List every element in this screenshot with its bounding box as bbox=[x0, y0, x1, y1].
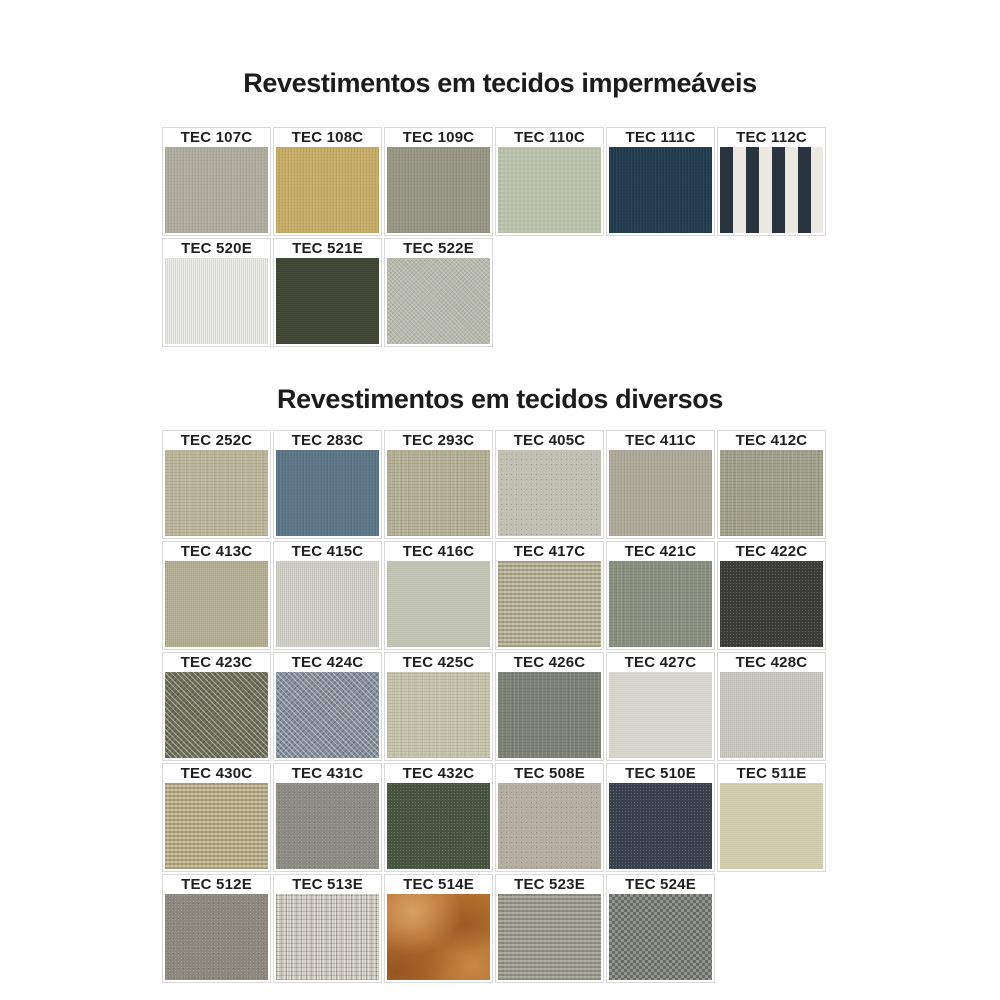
fabric-swatch bbox=[720, 561, 823, 647]
fabric-swatch bbox=[387, 561, 490, 647]
fabric-swatch bbox=[498, 561, 601, 647]
swatch-cell bbox=[162, 127, 271, 236]
swatch-code-label: TEC 112C bbox=[736, 129, 807, 146]
fabric-swatch bbox=[387, 783, 490, 869]
swatch-code-label: TEC 111C bbox=[625, 129, 696, 146]
fabric-swatch bbox=[276, 894, 379, 980]
fabric-swatch bbox=[609, 783, 712, 869]
swatch-cell bbox=[717, 127, 826, 236]
swatch-cell bbox=[162, 238, 271, 347]
swatch-cell bbox=[606, 763, 715, 872]
swatch-code-label: TEC 524E bbox=[625, 876, 696, 893]
swatch-grid-diversos bbox=[162, 430, 826, 983]
swatch-code-label: TEC 422C bbox=[735, 543, 808, 560]
swatch-code-label: TEC 424C bbox=[291, 654, 364, 671]
swatch-cell bbox=[384, 541, 493, 650]
swatch-cell bbox=[162, 763, 271, 872]
fabric-swatch bbox=[165, 450, 268, 536]
swatch-code-label: TEC 514E bbox=[403, 876, 474, 893]
fabric-swatch bbox=[165, 672, 268, 758]
swatch-code-label: TEC 427C bbox=[624, 654, 697, 671]
swatch-cell bbox=[717, 652, 826, 761]
swatch-code-label: TEC 107C bbox=[180, 129, 253, 146]
swatch-code-label: TEC 513E bbox=[292, 876, 363, 893]
swatch-cell bbox=[273, 874, 382, 983]
swatch-code-label: TEC 421C bbox=[624, 543, 697, 560]
swatch-cell bbox=[495, 874, 604, 983]
swatch-code-label: TEC 512E bbox=[181, 876, 252, 893]
swatch-code-label: TEC 293C bbox=[402, 432, 475, 449]
swatch-cell bbox=[273, 763, 382, 872]
swatch-code-label: TEC 252C bbox=[180, 432, 253, 449]
swatch-code-label: TEC 510E bbox=[625, 765, 696, 782]
swatch-code-label: TEC 426C bbox=[513, 654, 586, 671]
swatch-code-label: TEC 430C bbox=[180, 765, 253, 782]
swatch-code-label: TEC 511E bbox=[736, 765, 807, 782]
fabric-swatch bbox=[165, 894, 268, 980]
swatch-cell bbox=[273, 238, 382, 347]
swatch-cell bbox=[717, 430, 826, 539]
fabric-swatch bbox=[498, 894, 601, 980]
swatch-code-label: TEC 425C bbox=[402, 654, 475, 671]
swatch-code-label: TEC 508E bbox=[514, 765, 585, 782]
swatch-code-label: TEC 523E bbox=[514, 876, 585, 893]
swatch-cell bbox=[273, 652, 382, 761]
swatch-cell bbox=[717, 541, 826, 650]
fabric-swatch bbox=[609, 147, 712, 233]
fabric-swatch bbox=[498, 450, 601, 536]
fabric-swatch bbox=[609, 894, 712, 980]
swatch-cell bbox=[162, 541, 271, 650]
swatch-cell bbox=[273, 541, 382, 650]
swatch-code-label: TEC 109C bbox=[402, 129, 475, 146]
swatch-code-label: TEC 423C bbox=[180, 654, 253, 671]
swatch-code-label: TEC 431C bbox=[291, 765, 364, 782]
swatch-cell bbox=[384, 430, 493, 539]
swatch-cell bbox=[384, 652, 493, 761]
fabric-swatch bbox=[276, 450, 379, 536]
section-title-impermeaveis: Revestimentos em tecidos impermeáveis bbox=[243, 68, 757, 98]
swatch-code-label: TEC 416C bbox=[402, 543, 475, 560]
swatch-cell bbox=[606, 541, 715, 650]
fabric-swatch bbox=[165, 147, 268, 233]
fabric-swatch bbox=[498, 672, 601, 758]
swatch-code-label: TEC 405C bbox=[513, 432, 586, 449]
swatch-cell bbox=[606, 652, 715, 761]
swatch-cell bbox=[495, 763, 604, 872]
swatch-cell bbox=[606, 874, 715, 983]
fabric-swatch bbox=[720, 672, 823, 758]
swatch-code-label: TEC 412C bbox=[735, 432, 808, 449]
swatch-cell bbox=[495, 541, 604, 650]
swatch-grid-impermeaveis bbox=[162, 127, 826, 347]
fabric-swatch bbox=[276, 561, 379, 647]
fabric-swatch bbox=[498, 147, 601, 233]
swatch-cell bbox=[273, 127, 382, 236]
fabric-swatch bbox=[165, 783, 268, 869]
swatch-cell bbox=[495, 127, 604, 236]
fabric-swatch bbox=[276, 258, 379, 344]
swatch-code-label: TEC 110C bbox=[514, 129, 585, 146]
fabric-swatch bbox=[387, 672, 490, 758]
swatch-code-label: TEC 428C bbox=[735, 654, 808, 671]
swatch-cell bbox=[606, 127, 715, 236]
swatch-cell bbox=[273, 430, 382, 539]
swatch-code-label: TEC 521E bbox=[292, 240, 363, 257]
swatch-cell bbox=[495, 430, 604, 539]
fabric-swatch bbox=[609, 672, 712, 758]
fabric-swatch bbox=[720, 783, 823, 869]
fabric-swatch bbox=[165, 258, 268, 344]
fabric-swatch bbox=[276, 147, 379, 233]
swatch-code-label: TEC 108C bbox=[291, 129, 364, 146]
swatch-code-label: TEC 432C bbox=[402, 765, 475, 782]
fabric-swatch bbox=[387, 147, 490, 233]
swatch-cell bbox=[384, 238, 493, 347]
swatch-cell bbox=[162, 874, 271, 983]
swatch-cell bbox=[384, 127, 493, 236]
swatch-code-label: TEC 415C bbox=[291, 543, 364, 560]
swatch-code-label: TEC 520E bbox=[181, 240, 252, 257]
swatch-code-label: TEC 283C bbox=[291, 432, 364, 449]
fabric-swatch bbox=[609, 450, 712, 536]
fabric-swatch bbox=[387, 450, 490, 536]
swatch-cell bbox=[162, 652, 271, 761]
swatch-cell bbox=[162, 430, 271, 539]
swatch-cell bbox=[384, 763, 493, 872]
fabric-swatch bbox=[276, 672, 379, 758]
fabric-swatch bbox=[609, 561, 712, 647]
fabric-swatch bbox=[387, 894, 490, 980]
swatch-cell bbox=[495, 652, 604, 761]
fabric-swatch bbox=[276, 783, 379, 869]
swatch-cell bbox=[384, 874, 493, 983]
swatch-cell bbox=[606, 430, 715, 539]
fabric-swatch bbox=[720, 147, 823, 233]
swatch-code-label: TEC 413C bbox=[180, 543, 253, 560]
swatch-cell bbox=[717, 763, 826, 872]
fabric-swatch bbox=[165, 561, 268, 647]
fabric-swatch bbox=[720, 450, 823, 536]
fabric-swatch bbox=[387, 258, 490, 344]
swatch-code-label: TEC 411C bbox=[625, 432, 696, 449]
swatch-code-label: TEC 417C bbox=[513, 543, 586, 560]
section-title-diversos: Revestimentos em tecidos diversos bbox=[277, 384, 723, 414]
fabric-swatch bbox=[498, 783, 601, 869]
swatch-code-label: TEC 522E bbox=[403, 240, 474, 257]
